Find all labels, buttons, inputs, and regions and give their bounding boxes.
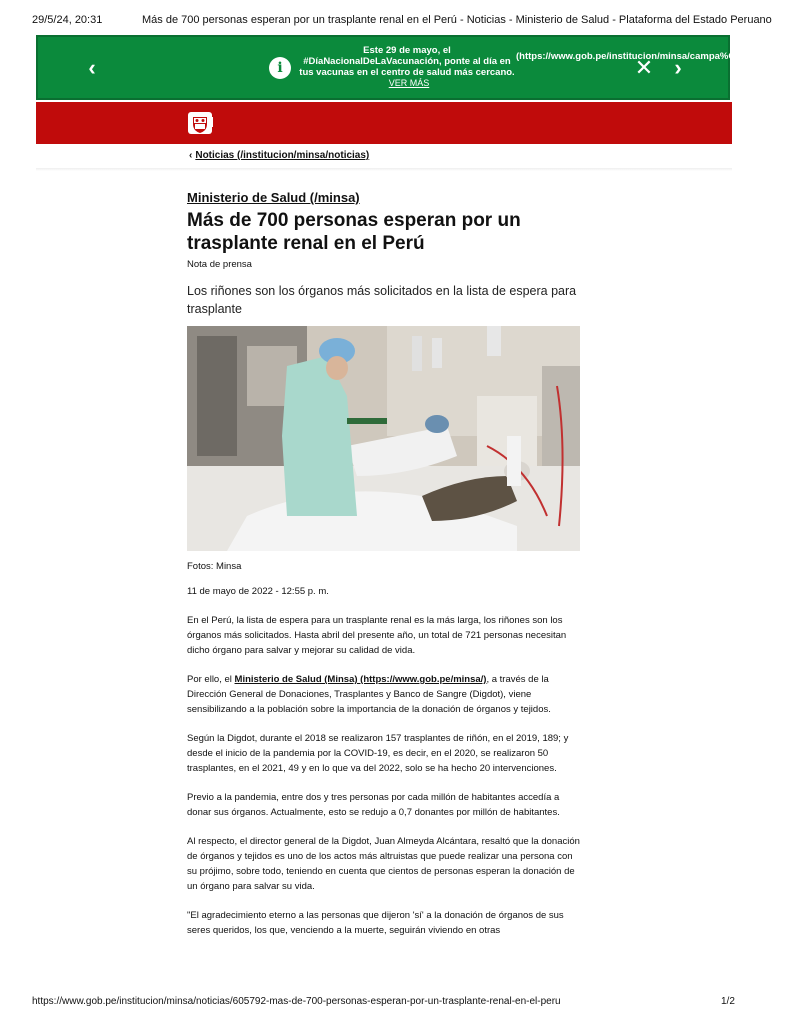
breadcrumb[interactable] [189, 150, 369, 161]
paragraph: En el Perú, la lista de espera para un trasplante renal es la más larga, los riñones son los órganos más solicitados. Hasta abril del presente año, un total de 721 personas necesitan dicho órgano para salvar y mejorar su calidad de vida. [187, 615, 567, 656]
article [187, 190, 581, 938]
institution-link[interactable]: Ministerio de Salud (/minsa) [187, 190, 360, 205]
hospital-dialysis-photo [187, 326, 580, 551]
paragraph-text: Por ello, el [187, 674, 235, 685]
banner-more-link[interactable]: VER MÁS [388, 78, 430, 88]
article-title: Más de 700 personas esperan por un trasplante renal en el Perú [187, 210, 521, 254]
print-page-title: Más de 700 personas esperan por un trasplante renal en el Perú - Noticias - Ministerio de Salud - Plataforma del Estado Peruano [142, 14, 772, 26]
minsa-link[interactable]: Ministerio de Salud (Minsa) (https://www.gob.pe/minsa/) [234, 674, 487, 685]
breadcrumb-link[interactable]: Noticias (/institucion/minsa/noticias) [195, 150, 370, 161]
paragraph-text: , a través de la Dirección General de Donaciones, Trasplantes y Banco de Sangre (Digdot), viene sensibilizando a la población sobre la importancia de la donación de órganos y tejidos. [187, 674, 551, 715]
paragraph [187, 672, 581, 717]
banner-next-icon[interactable]: › [674, 55, 682, 80]
peru-coat-of-arms-icon[interactable] [186, 109, 214, 137]
paragraph: "El agradecimiento eterno a las personas que dijeron 'sí' a la donación de órganos de sus seres queridos, los que, venciendo a la muerte, seguirán viviendo en otras [187, 910, 564, 936]
print-url: https://www.gob.pe/institucion/minsa/noticias/605792-mas-de-700-personas-esperan-por-un-trasplante-renal-en-el-peru [32, 996, 561, 1007]
print-datetime: 29/5/24, 20:31 [32, 14, 103, 26]
article-photo [187, 326, 580, 551]
paragraph: Previo a la pandemia, entre dos y tres personas por cada millón de habitantes accedía a donar sus órganos. Actualmente, esto se redujo a 0,7 donantes por millón de habitantes. [187, 792, 560, 818]
announcement-banner [36, 35, 804, 100]
banner-close-icon[interactable]: ✕ [634, 55, 654, 80]
banner-prev-icon[interactable]: ‹ [88, 55, 96, 80]
info-icon: i [269, 57, 291, 79]
divider [36, 168, 732, 171]
paragraph: Al respecto, el director general de la Digdot, Juan Almeyda Alcántara, resaltó que la donación de órganos y tejidos es uno de los actos más altruistas que puede realizar una persona con su prójimo, sobre todo, teniendo en cuenta que cientos de personas esperan la donación de un órgano para salvar su vida. [187, 836, 580, 892]
article-lead: Los riñones son los órganos más solicitados en la lista de espera para trasplante [187, 284, 577, 316]
photo-caption: Fotos: Minsa [187, 561, 242, 572]
print-header [0, 14, 772, 30]
print-footer [0, 996, 768, 1010]
paragraph: Según la Digdot, durante el 2018 se realizaron 157 trasplantes de riñón, en el 2019, 189; y desde el inicio de la pandemia por la COVID-19, es decir, en el 2020, se realizaron 50 trasplantes, en el 2021, 49 y en lo que va del 2022, solo se ha hecho 20 intervenciones. [187, 733, 569, 774]
print-page-number: 1/2 [721, 996, 735, 1007]
article-date: 11 de mayo de 2022 - 12:55 p. m. [187, 586, 329, 597]
banner-message [298, 45, 516, 89]
banner-message-text: Este 29 de mayo, el #DíaNacionalDeLaVacunación, ponte al día en tus vacunas en el centro de salud más cercano. [299, 45, 515, 78]
article-kind: Nota de prensa [187, 259, 252, 270]
site-header [36, 102, 732, 144]
banner-url[interactable]: (https://www.gob.pe/institucion/minsa/campa%C3%B1as/13215) [516, 51, 804, 62]
chevron-left-icon: ‹ [189, 150, 193, 161]
article-body [187, 613, 581, 938]
